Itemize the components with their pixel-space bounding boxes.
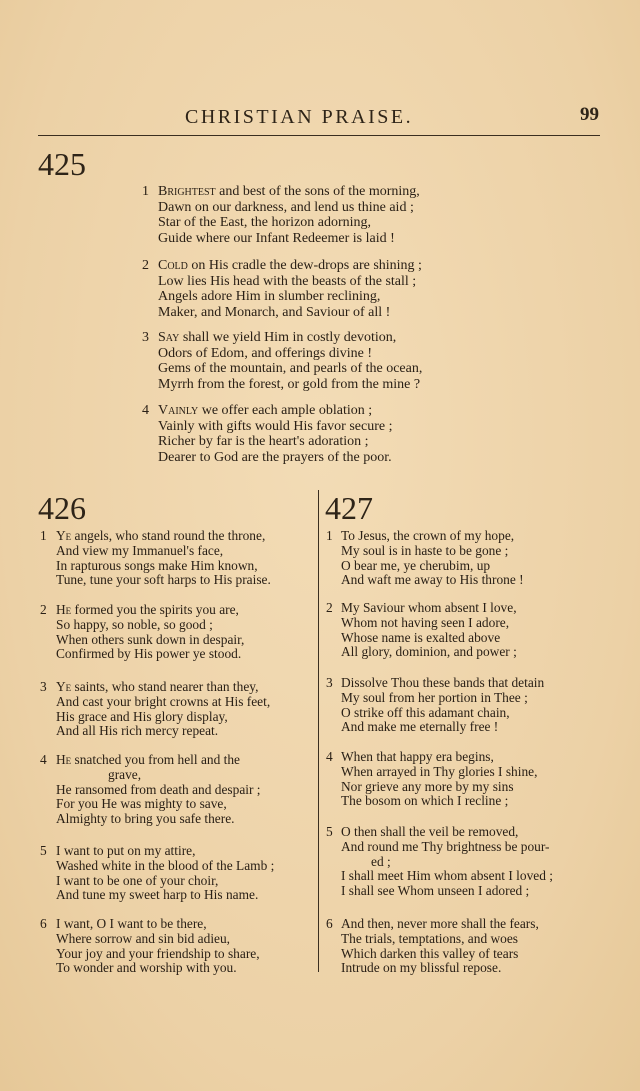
verse-line: And round me Thy brightness be pour- bbox=[341, 838, 550, 854]
verse-426-4 bbox=[40, 753, 261, 827]
verse-text: Vainly we offer each ample oblation ; bbox=[158, 403, 373, 418]
verse-line: The trials, temptations, and woes bbox=[341, 930, 519, 946]
verse-text: He formed you the spirits you are, bbox=[56, 602, 239, 617]
verse-line: Nor grieve any more by my sins bbox=[341, 778, 514, 794]
verse-number: 4 bbox=[142, 403, 149, 418]
verse-line bbox=[326, 917, 539, 932]
verse-number: 4 bbox=[326, 749, 333, 764]
verse-426-1 bbox=[40, 529, 271, 588]
verse-426-6 bbox=[40, 917, 260, 976]
verse-line: Tune, tune your soft harps to His praise. bbox=[56, 572, 271, 588]
verse-number: 3 bbox=[142, 330, 149, 345]
verse-line bbox=[326, 529, 524, 544]
verse-line: Dearer to God are the prayers of the poor. bbox=[158, 449, 392, 465]
verse-line bbox=[326, 676, 544, 691]
hymn-number-425: 425 bbox=[38, 146, 86, 182]
verse-line: The bosom on which I recline ; bbox=[341, 793, 509, 809]
verse-line bbox=[326, 750, 537, 765]
verse-text: He snatched you from hell and the bbox=[56, 752, 240, 767]
verse-line: Confirmed by His power ye stood. bbox=[56, 646, 242, 662]
verse-line: Where sorrow and sin bid adieu, bbox=[56, 930, 231, 946]
verse-line bbox=[326, 601, 517, 616]
verse-line bbox=[142, 258, 422, 274]
verse-number: 2 bbox=[142, 258, 149, 273]
verse-text: O then shall the veil be removed, bbox=[341, 824, 519, 839]
verse-line: Dawn on our darkness, and lend us thine aid ; bbox=[158, 199, 414, 215]
hymn-number-426: 426 bbox=[38, 490, 86, 526]
verse-text: Say shall we yield Him in costly devotion, bbox=[158, 330, 397, 345]
verse-line: ed ; bbox=[371, 853, 391, 869]
verse-line: All glory, dominion, and power ; bbox=[341, 644, 517, 660]
verse-text: When that happy era begins, bbox=[341, 749, 494, 764]
page-number: 99 bbox=[580, 104, 599, 125]
verse-427-2 bbox=[326, 601, 517, 660]
verse-line: Myrrh from the forest, or gold from the mine ? bbox=[158, 376, 421, 392]
verse-line: I shall meet Him whom absent I loved ; bbox=[341, 868, 553, 884]
verse-line bbox=[40, 917, 260, 932]
verse-number: 6 bbox=[326, 916, 333, 931]
verse-line: For you He was mighty to save, bbox=[56, 796, 227, 812]
verse-line: And all His rich mercy repeat. bbox=[56, 723, 219, 739]
verse-line: Angels adore Him in slumber reclining, bbox=[158, 289, 381, 304]
verse-line: Star of the East, the horizon adorning, bbox=[158, 215, 372, 230]
verse-number: 3 bbox=[326, 675, 333, 690]
verse-text: And then, never more shall the fears, bbox=[341, 916, 539, 931]
verse-425-2 bbox=[142, 258, 422, 320]
verse-number: 1 bbox=[326, 528, 333, 543]
verse-426-5 bbox=[40, 844, 274, 903]
verse-line: I shall see Whom unseen I adored ; bbox=[341, 883, 530, 899]
verse-text: I want to put on my attire, bbox=[56, 843, 196, 858]
verse-line: Your joy and your friendship to share, bbox=[56, 945, 260, 961]
verse-427-1 bbox=[326, 529, 524, 588]
verse-line: I want to be one of your choir, bbox=[56, 872, 219, 888]
hymn-number-427: 427 bbox=[325, 490, 373, 526]
verse-425-3 bbox=[142, 330, 422, 392]
verse-line bbox=[142, 184, 420, 200]
verse-line bbox=[40, 680, 270, 695]
verse-line: Gems of the mountain, and pearls of the ocean, bbox=[158, 361, 423, 376]
verse-text: Ye angels, who stand round the throne, bbox=[56, 528, 266, 543]
verse-line: Almighty to bring you safe there. bbox=[56, 811, 235, 827]
verse-line: Odors of Edom, and offerings divine ! bbox=[158, 345, 372, 361]
verse-line: Whom not having seen I adore, bbox=[341, 614, 510, 630]
verse-line bbox=[40, 603, 244, 618]
verse-line: Which darken this valley of tears bbox=[341, 945, 519, 961]
verse-line bbox=[40, 753, 261, 768]
verse-text: Brightest and best of the sons of the morning, bbox=[158, 184, 420, 199]
verse-line bbox=[40, 844, 274, 859]
verse-line: When others sunk down in despair, bbox=[56, 631, 245, 647]
verse-text: My Saviour whom absent I love, bbox=[341, 600, 517, 615]
verse-427-3 bbox=[326, 676, 544, 735]
verse-number: 1 bbox=[142, 184, 149, 199]
verse-425-4 bbox=[142, 403, 392, 465]
running-header-title: CHRISTIAN PRAISE. bbox=[185, 106, 414, 128]
verse-line: Richer by far is the heart's adoration ; bbox=[158, 434, 369, 449]
verse-line: And cast your bright crowns at His feet, bbox=[56, 693, 271, 709]
verse-427-6 bbox=[326, 917, 539, 976]
verse-line: O bear me, ye cherubim, up bbox=[341, 557, 491, 573]
verse-number: 4 bbox=[40, 752, 47, 767]
verse-line bbox=[142, 403, 392, 419]
verse-text: I want, O I want to be there, bbox=[56, 916, 207, 931]
verse-line: grave, bbox=[108, 766, 142, 782]
verse-line: Maker, and Monarch, and Saviour of all ! bbox=[158, 304, 391, 320]
verse-line: When arrayed in Thy glories I shine, bbox=[341, 763, 538, 779]
verse-line: And waft me away to His throne ! bbox=[341, 572, 524, 588]
verse-line: And make me eternally free ! bbox=[341, 719, 499, 735]
verse-line bbox=[142, 330, 422, 346]
verse-line: My soul is in haste to be gone ; bbox=[341, 542, 509, 558]
verse-number: 3 bbox=[40, 679, 47, 694]
verse-text: Ye saints, who stand nearer than they, bbox=[56, 679, 259, 694]
verse-line: O strike off this adamant chain, bbox=[341, 704, 510, 720]
verse-number: 6 bbox=[40, 916, 47, 931]
verse-426-3 bbox=[40, 680, 270, 739]
verse-number: 5 bbox=[326, 824, 333, 839]
header-rule bbox=[38, 135, 600, 136]
verse-427-5 bbox=[326, 825, 553, 899]
verse-text: To Jesus, the crown of my hope, bbox=[341, 528, 515, 543]
verse-number: 5 bbox=[40, 843, 47, 858]
verse-line: So happy, so noble, so good ; bbox=[56, 616, 213, 632]
verse-line bbox=[326, 825, 553, 840]
verse-line bbox=[40, 529, 271, 544]
verse-line: Intrude on my blissful repose. bbox=[341, 960, 502, 976]
verse-427-4 bbox=[326, 750, 537, 809]
verse-line: And tune my sweet harp to His name. bbox=[56, 887, 259, 903]
verse-line: Washed white in the blood of the Lamb ; bbox=[56, 857, 275, 873]
verse-line: He ransomed from death and despair ; bbox=[56, 781, 261, 797]
verse-number: 1 bbox=[40, 528, 47, 543]
verse-line: Whose name is exalted above bbox=[341, 629, 501, 645]
verse-line: My soul from her portion in Thee ; bbox=[341, 689, 528, 705]
column-divider bbox=[318, 490, 319, 972]
verse-text: Cold on His cradle the dew-drops are shining ; bbox=[158, 258, 422, 273]
verse-line: Low lies His head with the beasts of the stall ; bbox=[158, 273, 417, 289]
verse-line: In rapturous songs make Him known, bbox=[56, 557, 258, 573]
verse-number: 2 bbox=[326, 600, 333, 615]
verse-line: Guide where our Infant Redeemer is laid ! bbox=[158, 230, 395, 246]
verse-425-1 bbox=[142, 184, 420, 246]
verse-line: And view my Immanuel's face, bbox=[56, 542, 224, 558]
verse-line: Vainly with gifts would His favor secure ; bbox=[158, 418, 393, 434]
verse-line: To wonder and worship with you. bbox=[56, 960, 237, 976]
verse-number: 2 bbox=[40, 602, 47, 617]
verse-text: Dissolve Thou these bands that detain bbox=[341, 675, 545, 690]
verse-line: His grace and His glory display, bbox=[56, 708, 228, 724]
verse-426-2 bbox=[40, 603, 244, 662]
